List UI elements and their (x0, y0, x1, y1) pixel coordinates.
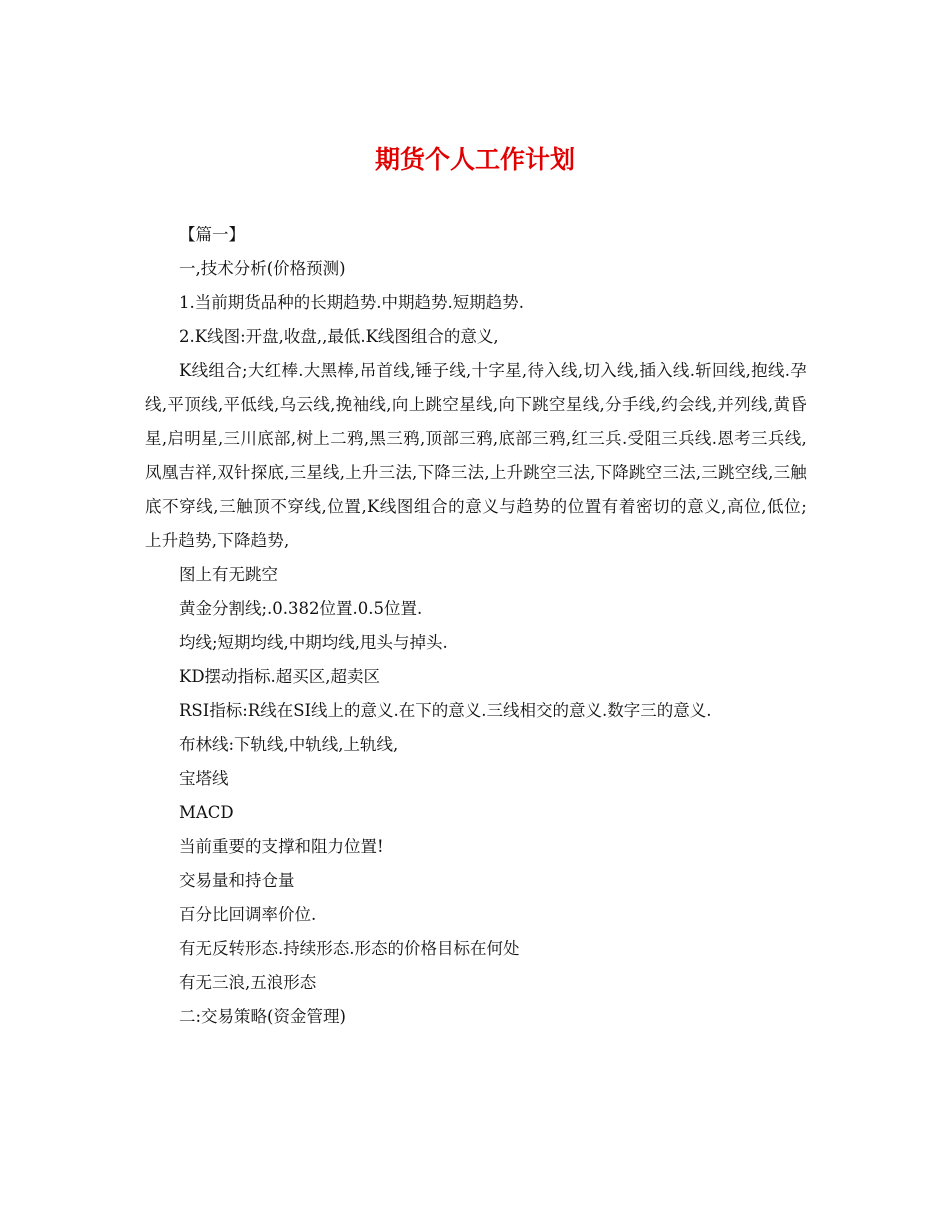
paragraph: MACD (179, 803, 234, 822)
document-title: 期货个人工作计划 (374, 145, 575, 174)
paragraph: 均线;短期均线,中期均线,甩头与掉头. (179, 633, 448, 652)
paragraph: 1.当前期货品种的长期趋势.中期趋势.短期趋势. (179, 293, 524, 312)
document-body (145, 218, 807, 1034)
paragraph: 宝塔线 (179, 769, 229, 788)
paragraph: 一,技术分析(价格预测) (179, 259, 346, 278)
section-heading: 【篇一】 (179, 225, 245, 244)
paragraph: 百分比回调率价位. (179, 905, 317, 924)
section-heading: 二:交易策略(资金管理) (179, 1007, 346, 1026)
paragraph: 图上有无跳空 (179, 565, 278, 584)
paragraph: 当前重要的支撑和阻力位置! (179, 837, 384, 856)
paragraph: 有无反转形态.持续形态.形态的价格目标在何处 (179, 939, 520, 958)
paragraph: 黄金分割线;.0.382位置.0.5位置. (179, 599, 423, 618)
paragraph: 有无三浪,五浪形态 (179, 973, 317, 992)
paragraph: K线组合;大红棒.大黑棒,吊首线,锤子线,十字星,待入线,切入线,插入线.斩回线,抱线.孕线,平顶线,平低线,乌云线,挽袖线,向上跳空星线,向下跳空星线,分手线,约会线,并列线,黄昏星,启明星,三川底部,树上二鸦,黑三鸦,顶部三鸦,底部三鸦,红三兵.受阻三兵线.恩考三兵线,凤凰吉祥,双针探底,三星线,上升三法,下降三法,上升跳空三法,下降跳空三法,三跳空线,三触底不穿线,三触顶不穿线,位置,K线图组合的意义与趋势的位置有着密切的意义,高位,低位;上升趋势,下降趋势, (145, 361, 807, 550)
paragraph: KD摆动指标.超买区,超卖区 (179, 667, 381, 686)
paragraph: 布林线:下轨线,中轨线,上轨线, (179, 735, 399, 754)
paragraph: 2.K线图:开盘,收盘,,最低.K线图组合的意义, (179, 327, 499, 346)
paragraph: RSI指标:R线在SI线上的意义.在下的意义.三线相交的意义.数字三的意义. (179, 701, 712, 720)
paragraph: 交易量和持仓量 (179, 871, 295, 890)
